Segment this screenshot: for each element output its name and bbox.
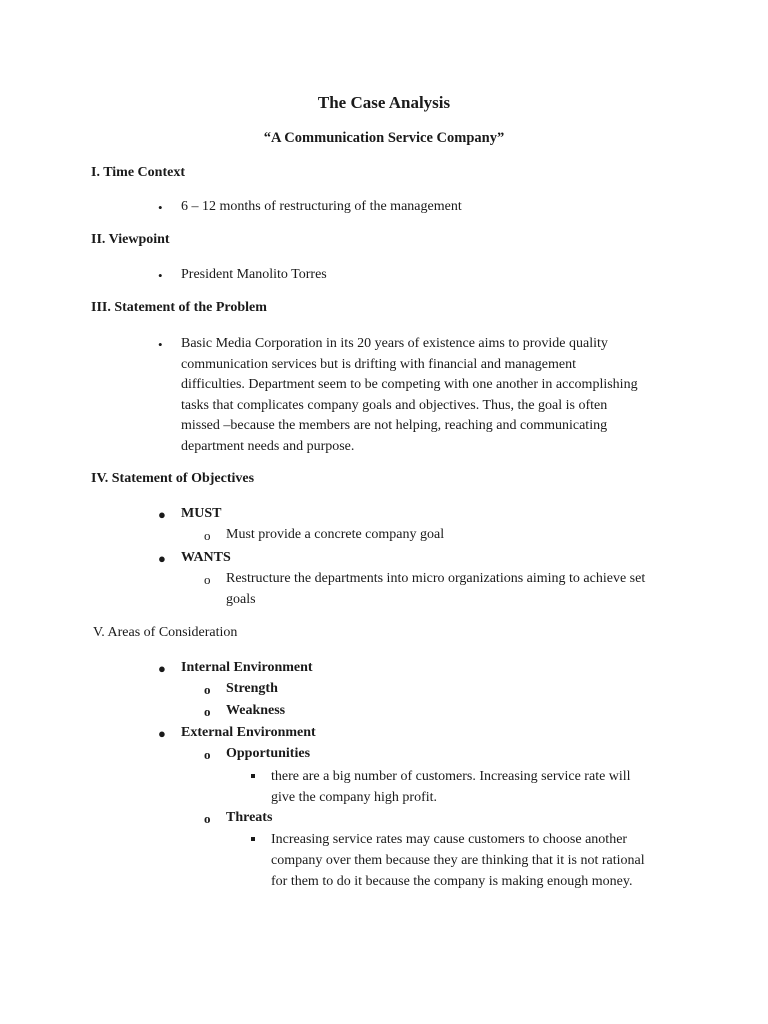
bullet-dot: ● xyxy=(158,551,166,566)
bullet-dot: • xyxy=(158,268,163,283)
sub-bullet-circle: o xyxy=(204,572,211,587)
wants-label: WANTS xyxy=(181,550,231,565)
bullet-dot: ● xyxy=(158,726,166,741)
internal-environment-label: Internal Environment xyxy=(181,660,313,675)
wants-item-line1: Restructure the departments into micro organizations aiming to achieve set xyxy=(226,571,646,586)
must-label: MUST xyxy=(181,506,222,521)
problem-line: tasks that complicates company goals and objectives. Thus, the goal is often xyxy=(181,397,608,413)
sub-bullet-circle: o xyxy=(204,704,211,719)
document-title: The Case Analysis xyxy=(317,93,451,112)
heading-problem: III. Statement of the Problem xyxy=(91,300,267,315)
must-item: Must provide a concrete company goal xyxy=(226,527,445,542)
opportunities-line2: give the company high profit. xyxy=(271,790,438,805)
time-context-text: 6 – 12 months of restructuring of the management xyxy=(181,199,462,214)
problem-line: communication services but is drifting with financial and management xyxy=(181,356,577,372)
heading-viewpoint: II. Viewpoint xyxy=(91,232,170,247)
problem-line: department needs and purpose. xyxy=(181,438,355,454)
heading-time-context: I. Time Context xyxy=(91,165,185,180)
heading-areas: V. Areas of Consideration xyxy=(93,625,238,640)
opportunities-label: Opportunities xyxy=(226,746,311,761)
document-subtitle: “A Communication Service Company” xyxy=(263,130,505,146)
sub-bullet-circle: o xyxy=(204,528,211,543)
problem-line: missed –because the members are not helping, reaching and communicating xyxy=(181,418,608,433)
heading-objectives: IV. Statement of Objectives xyxy=(91,471,255,486)
problem-paragraph xyxy=(181,334,681,457)
opportunities-line1: there are a big number of customers. Increasing service rate will xyxy=(271,769,631,784)
problem-line: difficulties. Department seem to be competing with one another in accomplishing xyxy=(181,377,638,392)
threats-label: Threats xyxy=(226,810,273,825)
strength-label: Strength xyxy=(226,681,278,696)
viewpoint-text: President Manolito Torres xyxy=(181,267,327,282)
threats-line1: Increasing service rates may cause customers to choose another xyxy=(271,832,628,847)
problem-line: Basic Media Corporation in its 20 years of existence aims to provide quality xyxy=(181,336,608,351)
square-bullet xyxy=(251,837,255,841)
external-environment-label: External Environment xyxy=(181,725,316,740)
bullet-dot: ● xyxy=(158,507,166,522)
threats-line3: for them to do it because the company is making enough money. xyxy=(271,874,633,889)
bullet-dot: ● xyxy=(158,661,166,676)
bullet-dot: • xyxy=(158,200,163,215)
threats-line2: company over them because they are thinking that it is not rational xyxy=(271,853,645,868)
weakness-label: Weakness xyxy=(226,703,286,718)
square-bullet xyxy=(251,774,255,778)
sub-bullet-circle: o xyxy=(204,747,211,762)
sub-bullet-circle: o xyxy=(204,682,211,697)
sub-bullet-circle: o xyxy=(204,811,211,826)
wants-item-line2: goals xyxy=(226,592,256,607)
bullet-dot: • xyxy=(158,337,163,352)
